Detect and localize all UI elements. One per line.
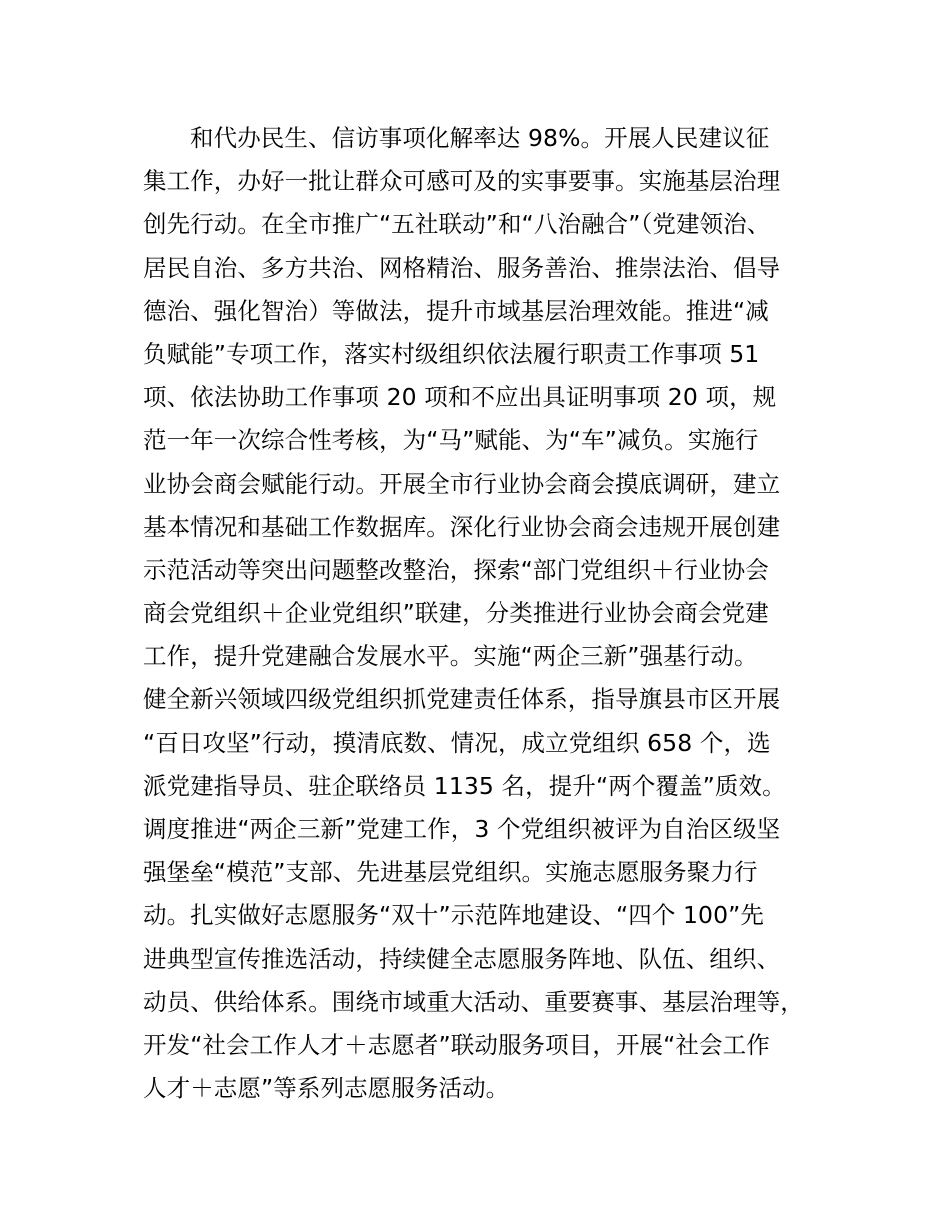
paragraph-line: 工作，提升党建融合发展水平。实施“两企三新”强基行动。 (143, 642, 758, 671)
paragraph-line: 创先行动。在全市推广“五社联动”和“八治融合”（党建领治、 (143, 210, 771, 239)
paragraph-line: 商会党组织＋企业党组织”联建，分类推进行业协会商会党建 (143, 599, 769, 628)
paragraph-line: 集工作，办好一批让群众可感可及的实事要事。实施基层治理 (143, 167, 781, 196)
paragraph-line: 项、依法协助工作事项 20 项和不应出具证明事项 20 项，规 (143, 383, 777, 412)
paragraph-line: 德治、强化智治）等做法，提升市域基层治理效能。推进“减 (143, 296, 769, 325)
paragraph-line: 健全新兴领域四级党组织抓党建责任体系，指导旗县市区开展 (143, 685, 781, 714)
paragraph-line: 示范活动等突出问题整改整治，探索“部门党组织＋行业协会 (143, 555, 769, 584)
paragraph-line: “百日攻坚”行动，摸清底数、情况，成立党组织 658 个，选 (143, 728, 771, 757)
paragraph-line: 范一年一次综合性考核，为“马”赋能、为“车”减负。实施行 (143, 426, 759, 455)
paragraph-line: 进典型宣传推选活动，持续健全志愿服务阵地、队伍、组织、 (143, 944, 781, 973)
paragraph-line: 动。扎实做好志愿服务“双十”示范阵地建设、“四个 100”先 (143, 901, 765, 930)
paragraph-line: 派党建指导员、驻企联络员 1135 名，提升“两个覆盖”质效。 (143, 771, 786, 800)
paragraph-line: 居民自治、多方共治、网格精治、服务善治、推崇法治、倡导 (143, 253, 781, 282)
paragraph-line: 基本情况和基础工作数据库。深化行业协会商会违规开展创建 (143, 512, 781, 541)
paragraph-line: 业协会商会赋能行动。开展全市行业协会商会摸底调研，建立 (143, 469, 781, 498)
body-paragraph (143, 117, 838, 1110)
paragraph-line: 和代办民生、信访事项化解率达 98%。开展人民建议征 (190, 124, 770, 152)
paragraph-line: 负赋能”专项工作，落实村级组织依法履行职责工作事项 51 (143, 339, 760, 368)
paragraph-line: 调度推进“两企三新”党建工作，3 个党组织被评为自治区级坚 (143, 815, 781, 843)
paragraph-line: 强堡垒“模范”支部、先进基层党组织。实施志愿服务聚力行 (143, 858, 758, 887)
paragraph-line: 人才＋志愿”等系列志愿服务活动。 (143, 1074, 510, 1103)
paragraph-line: 动员、供给体系。围绕市域重大活动、重要赛事、基层治理等， (143, 987, 804, 1016)
paragraph-line: 开发“社会工作人才＋志愿者”联动服务项目，开展“社会工作 (143, 1030, 770, 1059)
